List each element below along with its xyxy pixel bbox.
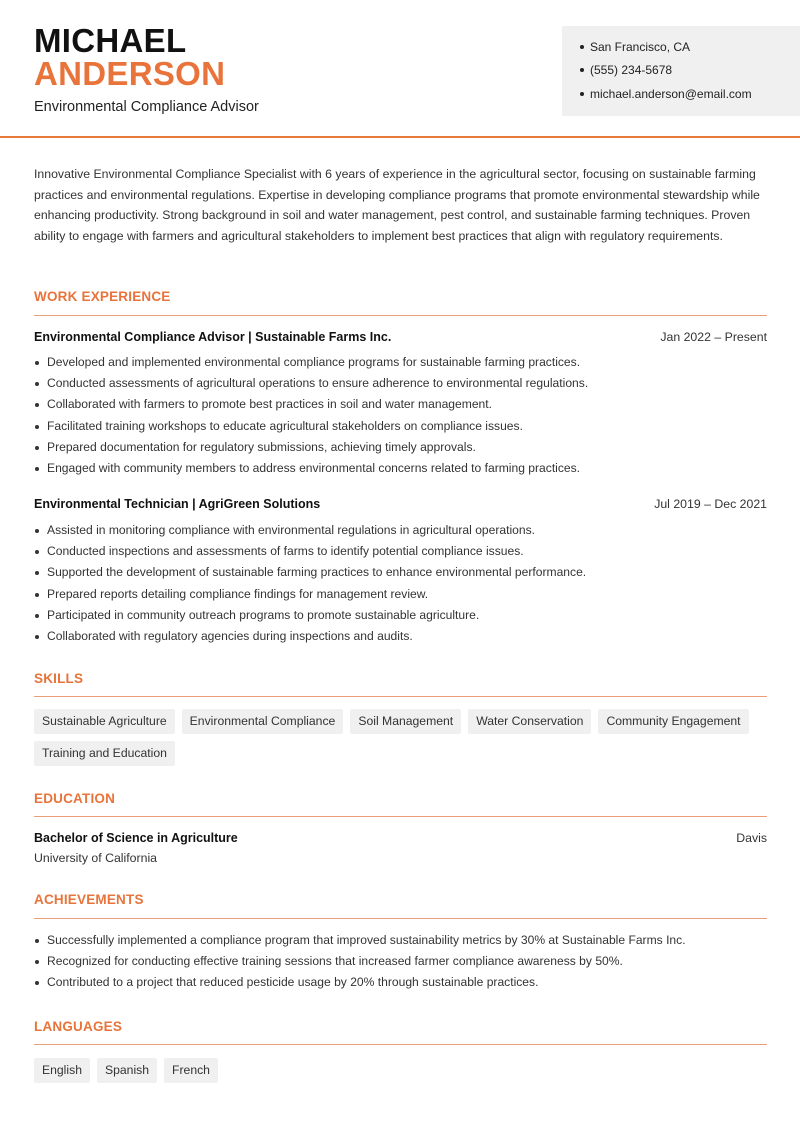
list-item: Engaged with community members to address environmental concerns related to farming practices.: [34, 458, 767, 479]
list-item: Collaborated with regulatory agencies during inspections and audits.: [34, 626, 767, 647]
skill-chip: Sustainable Agriculture: [34, 709, 175, 734]
resume-header: [0, 0, 800, 138]
job-title: Environmental Technician | AgriGreen Solutions: [34, 497, 321, 511]
skill-chip: Soil Management: [350, 709, 461, 734]
list-item: Collaborated with farmers to promote best practices in soil and water management.: [34, 394, 767, 415]
bullet-icon: [580, 45, 584, 49]
job-dates: Jan 2022 – Present: [660, 330, 767, 344]
section-divider: [34, 816, 767, 817]
job-bullets: [34, 352, 767, 479]
skill-chip: Water Conservation: [468, 709, 591, 734]
skills-heading: SKILLS: [34, 671, 84, 686]
job-title: Environmental Compliance Advisor | Sustainable Farms Inc.: [34, 330, 392, 344]
list-item: Facilitated training workshops to educate agricultural stakeholders on compliance issues.: [34, 416, 767, 437]
section-divider: [34, 918, 767, 919]
bullet-icon: [580, 92, 584, 96]
work-experience-heading: WORK EXPERIENCE: [34, 289, 171, 304]
degree: Bachelor of Science in Agriculture: [34, 831, 238, 845]
languages-heading: LANGUAGES: [34, 1019, 123, 1034]
language-chip: Spanish: [97, 1058, 157, 1083]
list-item: Prepared documentation for regulatory submissions, achieving timely approvals.: [34, 437, 767, 458]
contact-email: [580, 87, 752, 101]
bullet-icon: [580, 68, 584, 72]
list-item: Successfully implemented a compliance program that improved sustainability metrics by 30% at Sustainable Farms Inc.: [34, 930, 767, 951]
list-item: Developed and implemented environmental compliance programs for sustainable farming practices.: [34, 352, 767, 373]
list-item: Contributed to a project that reduced pesticide usage by 20% through sustainable practices.: [34, 972, 767, 993]
language-chip: French: [164, 1058, 218, 1083]
list-item: Participated in community outreach programs to promote sustainable agriculture.: [34, 605, 767, 626]
languages-list: [34, 1058, 774, 1083]
email-link[interactable]: michael.anderson@email.com: [590, 87, 752, 101]
first-name: MICHAEL: [34, 22, 187, 59]
education-location: Davis: [736, 831, 767, 845]
contact-box: [562, 26, 800, 116]
job-title-headline: Environmental Compliance Advisor: [34, 99, 259, 115]
list-item: Recognized for conducting effective training sessions that increased farmer compliance awareness by 50%.: [34, 951, 767, 972]
last-name: ANDERSON: [34, 55, 226, 92]
list-item: Assisted in monitoring compliance with environmental regulations in agricultural operations.: [34, 520, 767, 541]
section-divider: [34, 315, 767, 316]
list-item: Conducted assessments of agricultural operations to ensure adherence to environmental regulations.: [34, 373, 767, 394]
job-dates: Jul 2019 – Dec 2021: [654, 497, 767, 511]
profile-summary: Innovative Environmental Compliance Specialist with 6 years of experience in the agricultural sector, focusing on sustainable farming practices and environmental regulations. Expertise in developing compliance programs that promote environmental stewardship while enhancing productivity. Strong background in soil and water management, pest control, and sustainable farming techniques. Proven ability to engage with farmers and agricultural stakeholders to implement best practices that align with regulatory requirements.: [34, 167, 760, 243]
skill-chip: Environmental Compliance: [182, 709, 344, 734]
list-item: Conducted inspections and assessments of farms to identify potential compliance issues.: [34, 541, 767, 562]
achievements-heading: ACHIEVEMENTS: [34, 892, 144, 907]
school: University of California: [34, 851, 158, 865]
job-bullets: [34, 520, 767, 647]
education-heading: EDUCATION: [34, 791, 116, 806]
list-item: Prepared reports detailing compliance findings for management review.: [34, 584, 767, 605]
phone-text: (555) 234-5678: [590, 63, 673, 77]
skills-list: [34, 709, 774, 766]
contact-phone: [580, 63, 672, 77]
skill-chip: Community Engagement: [598, 709, 748, 734]
list-item: Supported the development of sustainable farming practices to enhance environmental performance.: [34, 562, 767, 583]
location-text: San Francisco, CA: [590, 40, 691, 54]
contact-location: [580, 40, 690, 54]
language-chip: English: [34, 1058, 90, 1083]
skill-chip: Training and Education: [34, 741, 175, 766]
section-divider: [34, 1044, 767, 1045]
achievements-list: [34, 930, 767, 994]
section-divider: [34, 696, 767, 697]
